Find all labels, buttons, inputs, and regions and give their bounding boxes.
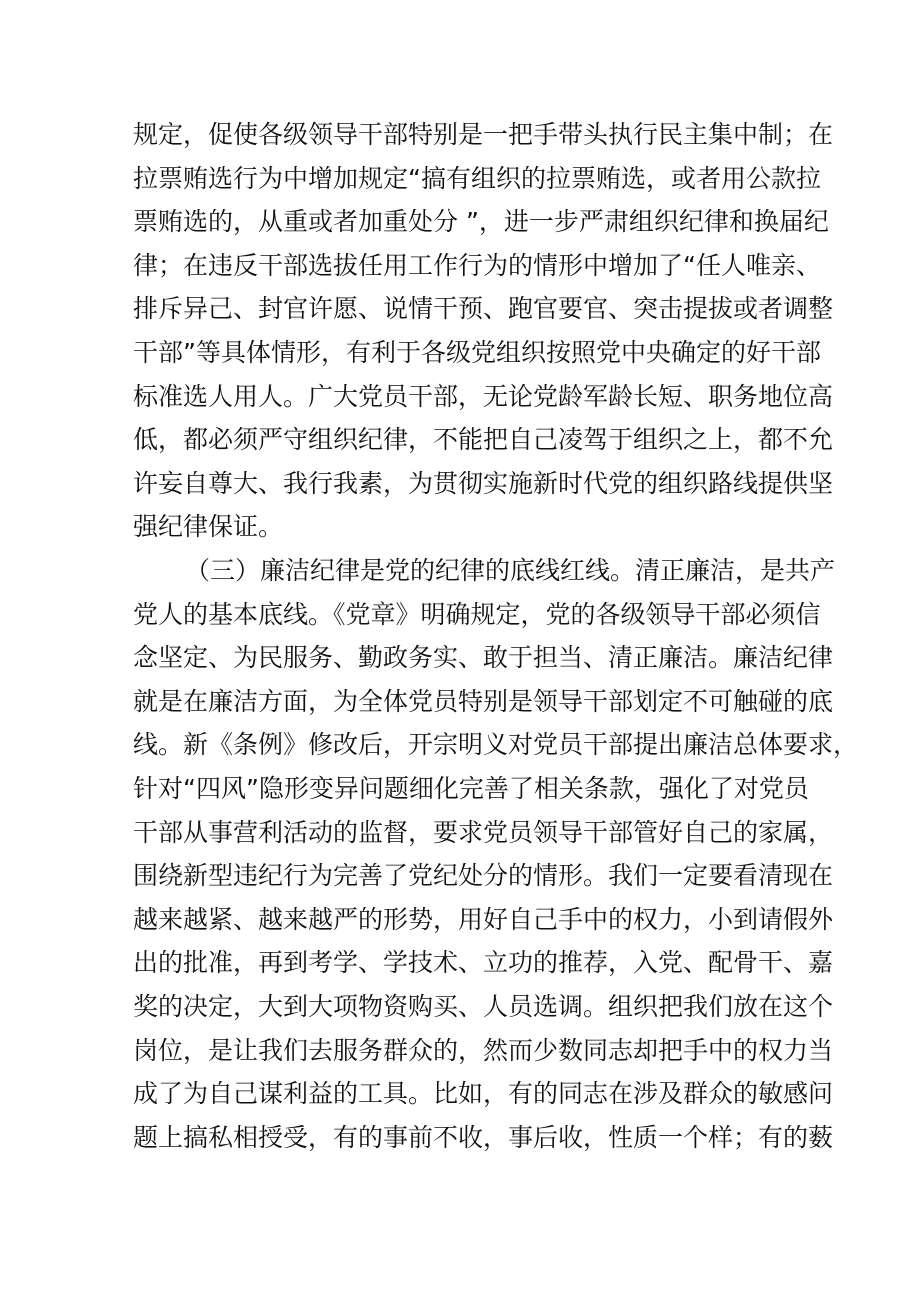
paragraph-organization-discipline	[133, 113, 834, 549]
text-line: 律；在违反干部选拔任用工作行为的情形中增加了“任人唯亲、	[133, 250, 821, 280]
text-line: 就是在廉洁方面，为全体党员特别是领导干部划定不可触碰的底	[133, 686, 834, 716]
text-line: 岗位，是让我们去服务群众的，然而少数同志却把手中的权力当	[133, 1035, 834, 1065]
text-line: 标准选人用人。广大党员干部，无论党龄军龄长短、职务地位高	[133, 381, 834, 411]
text-line: 针对“四风”隐形变异问题细化完善了相关条款，强化了对党员	[133, 773, 809, 803]
text-line: 越来越紧、越来越严的形势，用好自己手中的权力，小到请假外	[133, 904, 834, 934]
text-line: 许妄自尊大、我行我素，为贯彻实施新时代党的组织路线提供坚	[133, 468, 834, 498]
text-line: 票贿选的，从重或者加重处分 ”，进一步严肃组织纪律和换届纪	[133, 207, 829, 237]
text-line: 强纪律保证。	[133, 512, 284, 542]
text-line: 奖的决定，大到大项物资购买、人员选调。组织把我们放在这个	[133, 991, 834, 1021]
text-line: 出的批准，再到考学、学技术、立功的推荐，入党、配骨干、嘉	[133, 948, 834, 978]
text-line: 念坚定、为民服务、勤政务实、敢于担当、清正廉洁。廉洁纪律	[133, 643, 834, 673]
text-line: 规定，促使各级领导干部特别是一把手带头执行民主集中制；在	[133, 120, 834, 149]
text-line: 排斥异己、封官许愿、说情干预、跑官要官、突击提拔或者调整	[133, 294, 834, 324]
text-line: 题上搞私相授受，有的事前不收，事后收，性质一个样；有的薮	[133, 1122, 834, 1152]
text-line: 线。新《条例》修改后，开宗明义对党员干部提出廉洁总体要求，	[133, 730, 859, 760]
text-line: 低，都必须严守组织纪律，不能把自己凌驾于组织之上，都不允	[133, 425, 834, 455]
section-heading-line: （三）廉洁纪律是党的纪律的底线红线。清正廉洁，是共产	[185, 556, 836, 585]
text-line: 拉票贿选行为中增加规定“搞有组织的拉票贿选，或者用公款拉	[133, 163, 821, 193]
paragraph-integrity-discipline	[133, 549, 859, 1159]
text-line: 干部从事营利活动的监督，要求党员领导干部管好自己的家属，	[133, 817, 834, 847]
text-line: 成了为自己谋利益的工具。比如，有的同志在涉及群众的敏感问	[133, 1079, 834, 1109]
text-line: 干部”等具体情形，有利于各级党组织按照党中央确定的好干部	[133, 337, 821, 367]
text-line: 围绕新型违纪行为完善了党纪处分的情形。我们一定要看清现在	[133, 861, 834, 891]
text-line: 党人的基本底线。《党章》明确规定，党的各级领导干部必须信	[133, 599, 821, 629]
